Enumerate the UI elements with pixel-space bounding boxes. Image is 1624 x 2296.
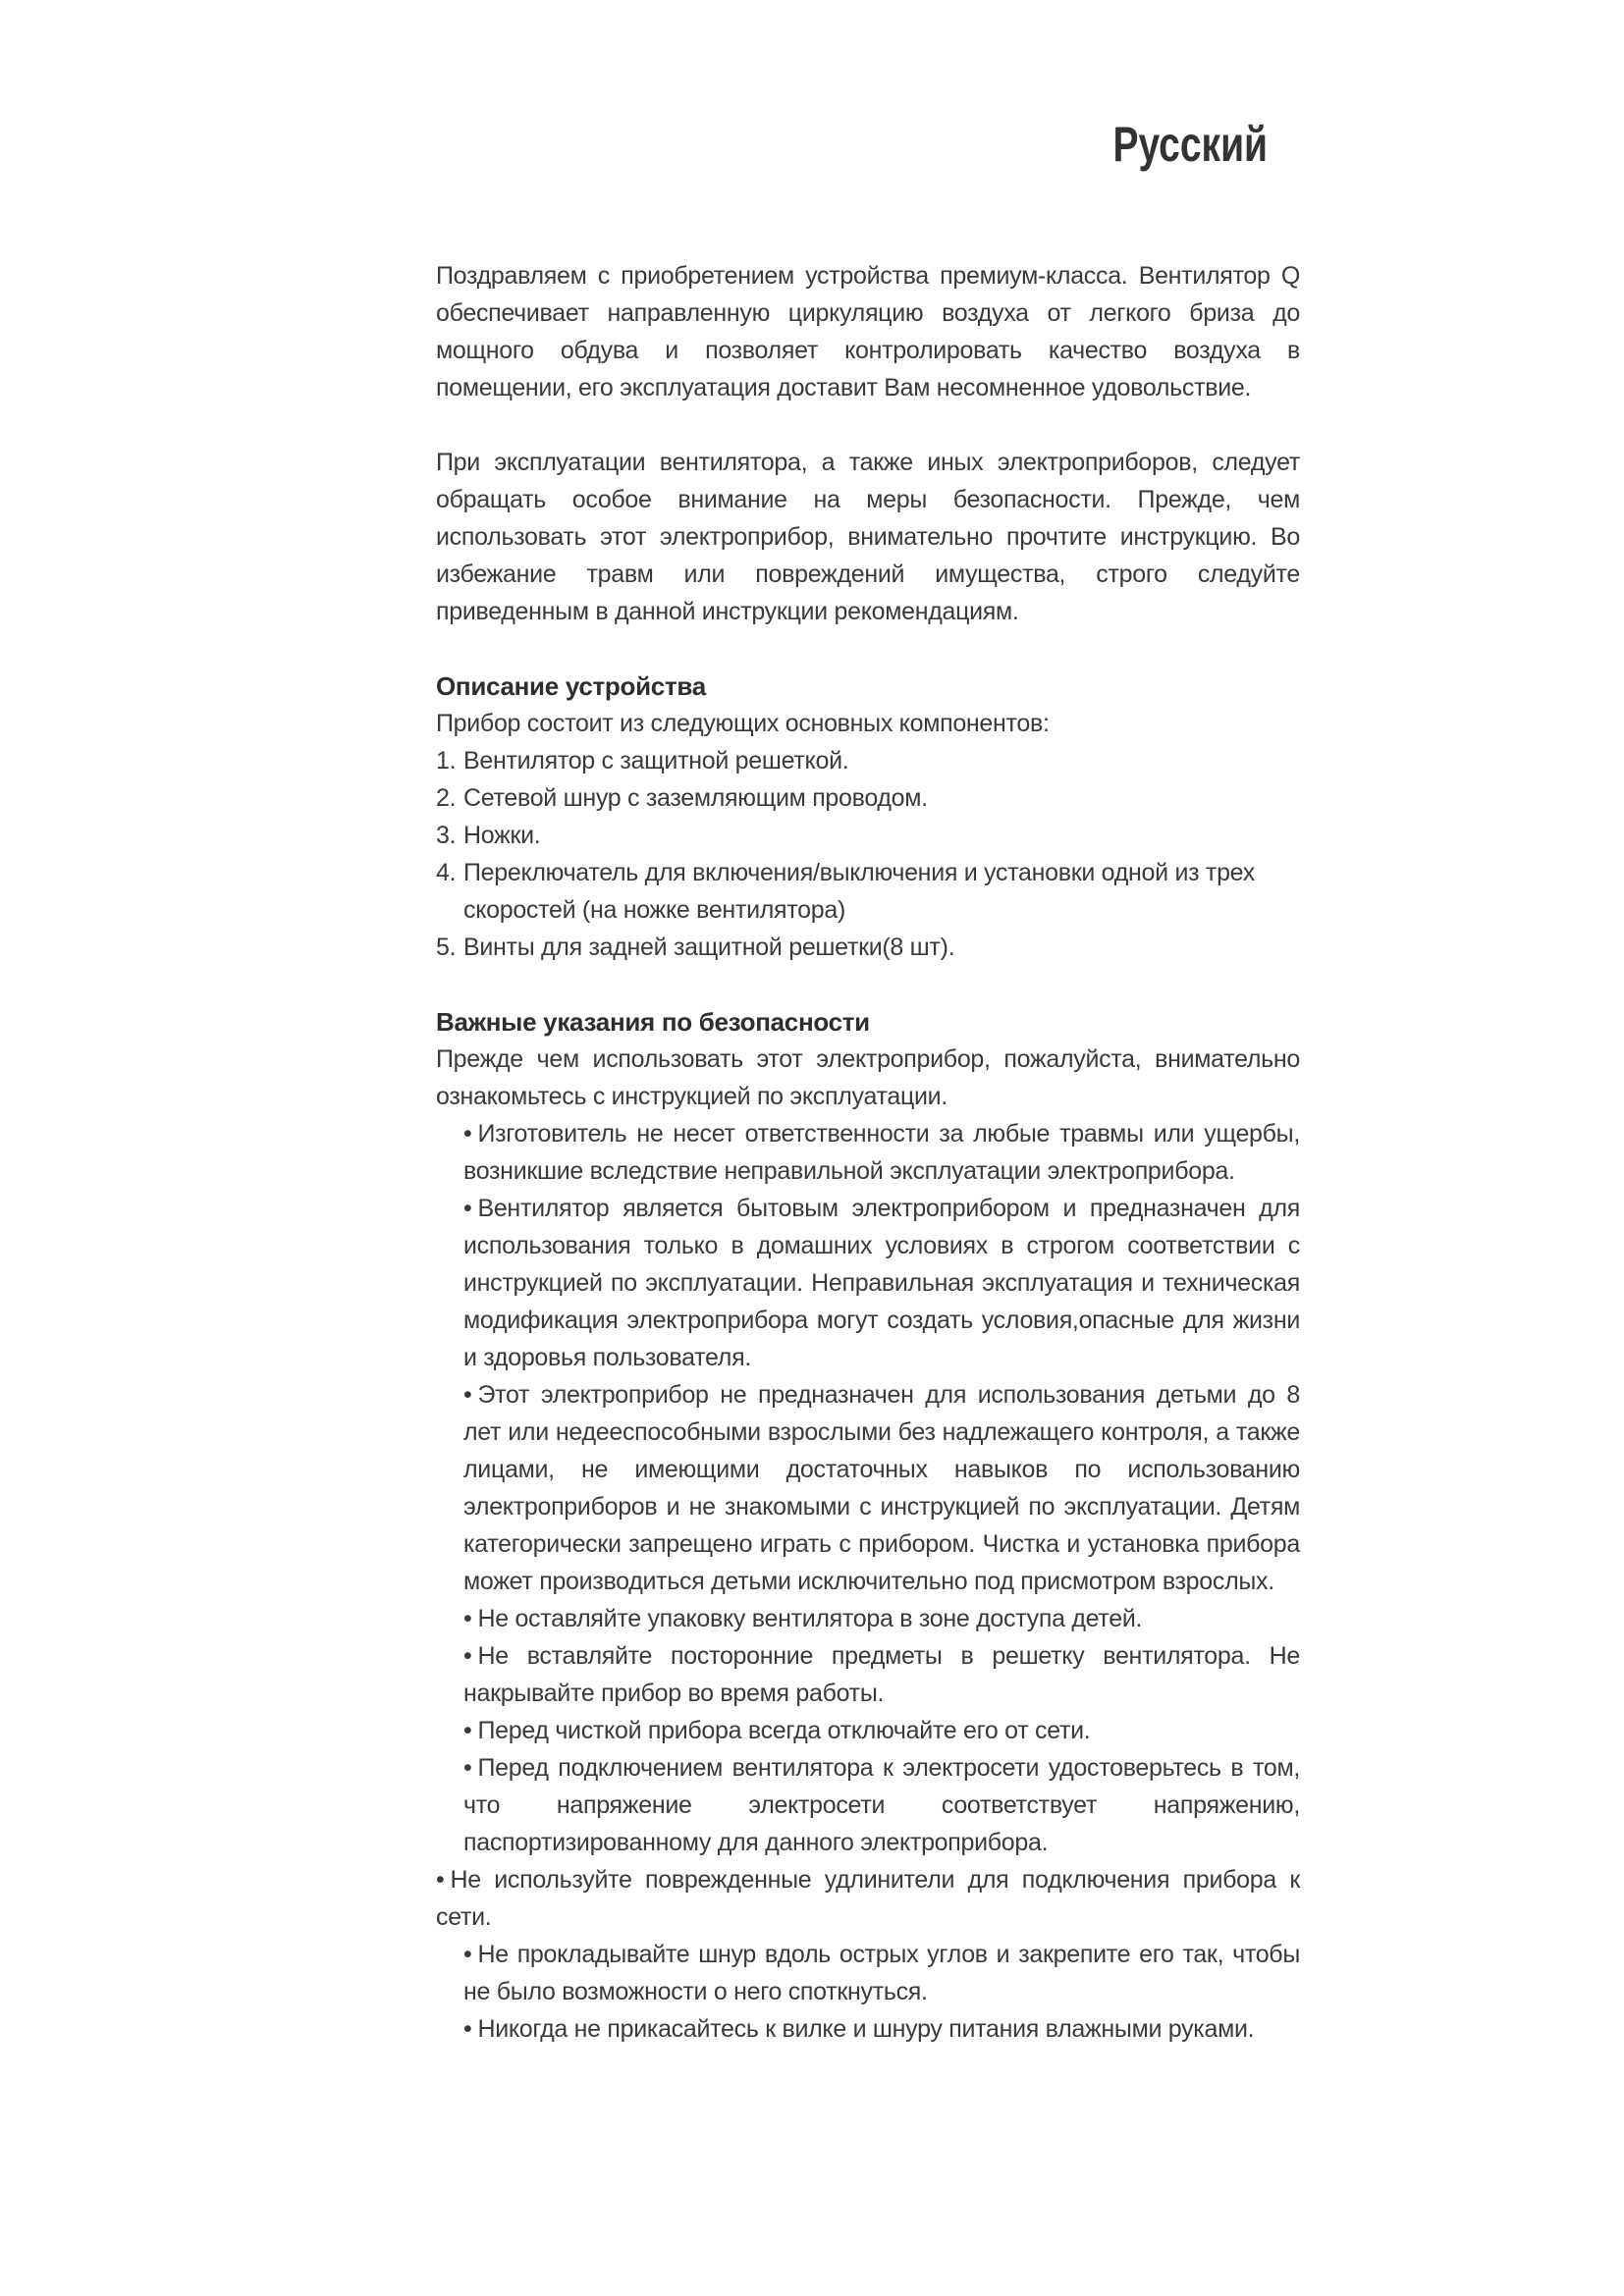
- section-heading: Описание устройства: [436, 671, 706, 701]
- document-body: [436, 257, 1300, 2048]
- bullet-text: Вентилятор является бытовым электроприбором и предназначен для использования только в домашних условиях в строгом соответствии с инструкцией по эксплуатации. Неправильная эксплуатация и техническая модификация электроприбора могут создать условия,опасные для жизни и здоровья пользователя.: [463, 1195, 1300, 1371]
- bullet-text: Не оставляйте упаковку вентилятора в зоне доступа детей.: [477, 1605, 1143, 1632]
- bullet-icon: •: [463, 1120, 472, 1148]
- list-item-text: Ножки.: [463, 822, 541, 849]
- component-list: [436, 742, 1300, 966]
- bullet-text: Никогда не прикасайтесь к вилке и шнуру питания влажными руками.: [477, 2015, 1255, 2043]
- section-lead: Прежде чем использовать этот электроприбор, пожалуйста, внимательно ознакомьтесь с инструкцией по эксплуатации.: [436, 1045, 1300, 1110]
- bullet-item: [436, 1600, 1300, 1637]
- bullet-text: Перед подключением вентилятора к электросети удостоверьтесь в том, что напряжение электросети соответствует напряжению, паспортизированному для данного электроприбора.: [463, 1754, 1300, 1856]
- bullet-icon: •: [463, 1941, 472, 1968]
- list-item-text: Сетевой шнур с заземляющим проводом.: [463, 784, 928, 812]
- list-item: [436, 779, 1300, 817]
- bullet-item: [436, 1376, 1300, 1600]
- description-section: [436, 667, 1300, 966]
- list-item: [436, 817, 1300, 854]
- bullet-icon: •: [463, 1754, 472, 1782]
- bullet-text: Изготовитель не несет ответственности за любые травмы или ущербы, возникшие вследствие неправильной эксплуатации электроприбора.: [463, 1120, 1300, 1185]
- safety-section: [436, 1003, 1300, 2048]
- bullet-icon: •: [463, 1195, 472, 1222]
- safety-bullets: [436, 1115, 1300, 2048]
- bullet-icon: •: [436, 1866, 445, 1894]
- list-item: [436, 854, 1300, 929]
- list-number: 3.: [436, 822, 457, 849]
- list-item: [436, 742, 1300, 779]
- bullet-icon: •: [463, 1381, 472, 1409]
- bullet-item: [436, 1936, 1300, 2010]
- bullet-text: Не прокладывайте шнур вдоль острых углов и закрепите его так, чтобы не было возможности о него споткнуться.: [463, 1941, 1300, 2005]
- bullet-item: [436, 1637, 1300, 1712]
- bullet-icon: •: [463, 1605, 472, 1632]
- bullet-text: Не вставляйте посторонние предметы в решетку вентилятора. Не накрывайте прибор во время работы.: [463, 1642, 1300, 1707]
- section-heading: Важные указания по безопасности: [436, 1007, 870, 1037]
- section-lead: Прибор состоит из следующих основных компонентов:: [436, 710, 1050, 737]
- list-number: 2.: [436, 784, 457, 812]
- bullet-text: Не используйте поврежденные удлинители для подключения прибора к сети.: [436, 1866, 1300, 1931]
- bullet-icon: •: [463, 1717, 472, 1744]
- bullet-item: [436, 1749, 1300, 1861]
- list-number: 4.: [436, 859, 457, 886]
- bullet-item: [436, 1712, 1300, 1749]
- list-item-text: Винты для задней защитной решетки(8 шт).: [463, 934, 955, 961]
- list-number: 1.: [436, 747, 457, 774]
- bullet-text: Перед чисткой прибора всегда отключайте его от сети.: [477, 1717, 1091, 1744]
- list-number: 5.: [436, 934, 457, 961]
- bullet-icon: •: [463, 2015, 472, 2043]
- bullet-item: [436, 1861, 1300, 1936]
- bullet-text: Этот электроприбор не предназначен для использования детьми до 8 лет или недееспособными взрослыми без надлежащего контроля, а также лицами, не имеющими достаточных навыков по использованию электроприборов и не знакомыми с инструкцией по эксплуатации. Детям категорически запрещено играть с прибором. Чистка и установка прибора может производиться детьми исключительно под присмотром взрослых.: [463, 1381, 1300, 1595]
- intro-paragraph: При эксплуатации вентилятора, а также иных электроприборов, следует обращать особое внимание на меры безопасности. Прежде, чем использовать этот электроприбор, внимательно прочтите инструкцию. Во избежание травм или повреждений имущества, строго следуйте приведенным в данной инструкции рекомендациям.: [436, 449, 1300, 625]
- bullet-item: [436, 1115, 1300, 1190]
- list-item-text: Переключатель для включения/выключения и установки одной из трех скоростей (на ножке вентилятора): [463, 859, 1255, 924]
- bullet-icon: •: [463, 1642, 472, 1670]
- intro-paragraph: Поздравляем с приобретением устройства премиум-класса. Вентилятор Q обеспечивает направленную циркуляцию воздуха от легкого бриза до мощного обдува и позволяет контролировать качество воздуха в помещении, его эксплуатация доставит Вам несомненное удовольствие.: [436, 262, 1300, 401]
- list-item-text: Вентилятор с защитной решеткой.: [463, 747, 849, 774]
- list-item: [436, 929, 1300, 966]
- page-title: Русский: [1112, 117, 1268, 172]
- bullet-item: [436, 1190, 1300, 1376]
- bullet-item: [436, 2010, 1300, 2048]
